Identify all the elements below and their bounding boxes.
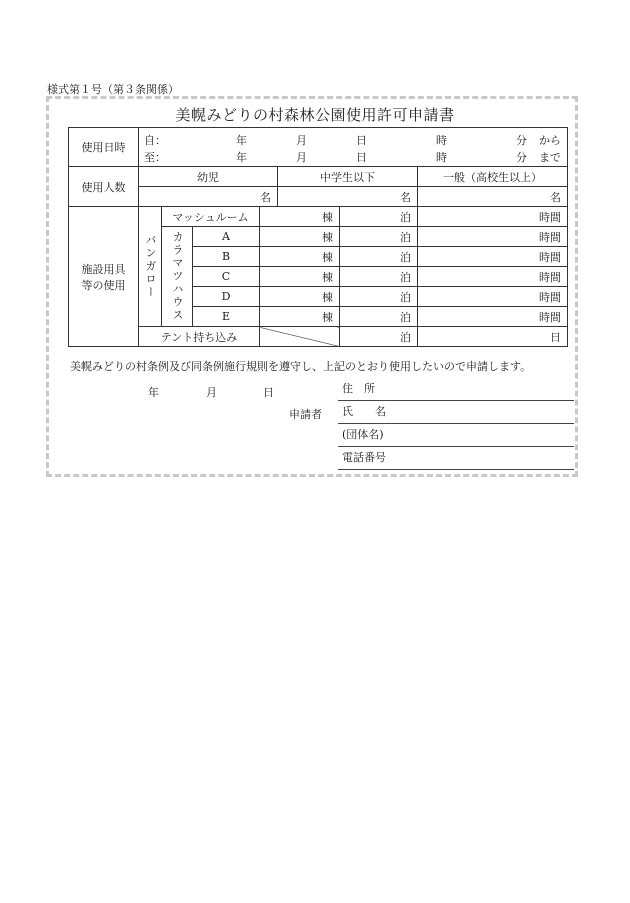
from-minute-label: 分 [516, 134, 527, 147]
bungalow-label [139, 207, 162, 327]
mushroom-label: マッシュルーム [162, 207, 260, 227]
to-month-label: 月 [296, 151, 307, 164]
date-day-label: 日 [263, 386, 274, 399]
group-name-label: (団体名) [342, 428, 384, 441]
junior-header: 中学生以下 [278, 167, 418, 187]
to-prefix: 至： [144, 151, 166, 164]
name-field[interactable] [338, 401, 574, 424]
house-b-label: B [193, 247, 260, 267]
house-b-nights[interactable]: 泊 [340, 247, 418, 267]
mushroom-nights[interactable]: 泊 [340, 207, 418, 227]
karamatsu-house-label [162, 227, 193, 327]
from-month-label: 月 [296, 134, 307, 147]
mushroom-buildings[interactable]: 棟 [260, 207, 340, 227]
house-a-hours[interactable]: 時間 [418, 227, 568, 247]
adult-count[interactable]: 名 [418, 187, 568, 207]
tent-nights[interactable]: 泊 [340, 327, 418, 347]
datetime-from-row [139, 130, 567, 147]
address-field[interactable] [338, 378, 574, 401]
use-datetime-cell[interactable] [139, 128, 568, 167]
from-year-label: 年 [236, 134, 247, 147]
house-e-hours[interactable]: 時間 [418, 307, 568, 327]
house-b-hours[interactable]: 時間 [418, 247, 568, 267]
house-a-buildings[interactable]: 棟 [260, 227, 340, 247]
to-minute-label: 分 [516, 151, 527, 164]
house-c-label: C [193, 267, 260, 287]
infant-count[interactable]: 名 [139, 187, 278, 207]
mushroom-hours[interactable]: 時間 [418, 207, 568, 227]
form-number: 様式第１号（第３条関係） [47, 83, 179, 96]
group-name-field[interactable] [338, 424, 574, 447]
datetime-to-row [139, 147, 567, 164]
from-prefix: 自： [144, 134, 166, 147]
name-label: 氏 名 [342, 405, 386, 418]
house-d-buildings[interactable]: 棟 [260, 287, 340, 307]
to-day-label: 日 [356, 151, 367, 164]
people-count-label: 使用人数 [69, 167, 139, 207]
to-suffix: まで [539, 151, 561, 164]
from-suffix: から [539, 134, 561, 147]
house-d-label: D [193, 287, 260, 307]
house-c-hours[interactable]: 時間 [418, 267, 568, 287]
use-datetime-label: 使用日時 [69, 128, 139, 167]
tent-days[interactable]: 日 [418, 327, 568, 347]
karamatsu-house-label-text: カラマツハウス [171, 231, 184, 322]
date-month-label: 月 [206, 386, 217, 399]
application-table [68, 127, 568, 347]
house-e-nights[interactable]: 泊 [340, 307, 418, 327]
house-c-buildings[interactable]: 棟 [260, 267, 340, 287]
to-year-label: 年 [236, 151, 247, 164]
house-e-buildings[interactable]: 棟 [260, 307, 340, 327]
facility-use-label: 施設用具等の使用 [69, 207, 139, 347]
from-day-label: 日 [356, 134, 367, 147]
address-label: 住 所 [342, 382, 375, 395]
bungalow-label-text: バンガロー [144, 234, 157, 299]
applicant-label: 申請者 [289, 408, 322, 421]
house-b-buildings[interactable]: 棟 [260, 247, 340, 267]
house-d-nights[interactable]: 泊 [340, 287, 418, 307]
to-hour-label: 時 [436, 151, 447, 164]
house-a-label: A [193, 227, 260, 247]
date-year-label: 年 [148, 386, 159, 399]
house-a-nights[interactable]: 泊 [340, 227, 418, 247]
declaration-text: 美幌みどりの村条例及び同条例施行規則を遵守し、上記のとおり使用したいので申請します。 [70, 360, 532, 373]
adult-header: 一般（高校生以上） [418, 167, 568, 187]
phone-label: 電話番号 [342, 451, 386, 464]
junior-count[interactable]: 名 [278, 187, 418, 207]
tent-unused-cell [260, 327, 340, 347]
house-e-label: E [193, 307, 260, 327]
from-hour-label: 時 [436, 134, 447, 147]
page-title: 美幌みどりの村森林公園使用許可申請書 [175, 106, 455, 124]
infant-header: 幼児 [139, 167, 278, 187]
tent-label: テント持ち込み [139, 327, 260, 347]
phone-field[interactable] [338, 447, 574, 470]
house-c-nights[interactable]: 泊 [340, 267, 418, 287]
house-d-hours[interactable]: 時間 [418, 287, 568, 307]
